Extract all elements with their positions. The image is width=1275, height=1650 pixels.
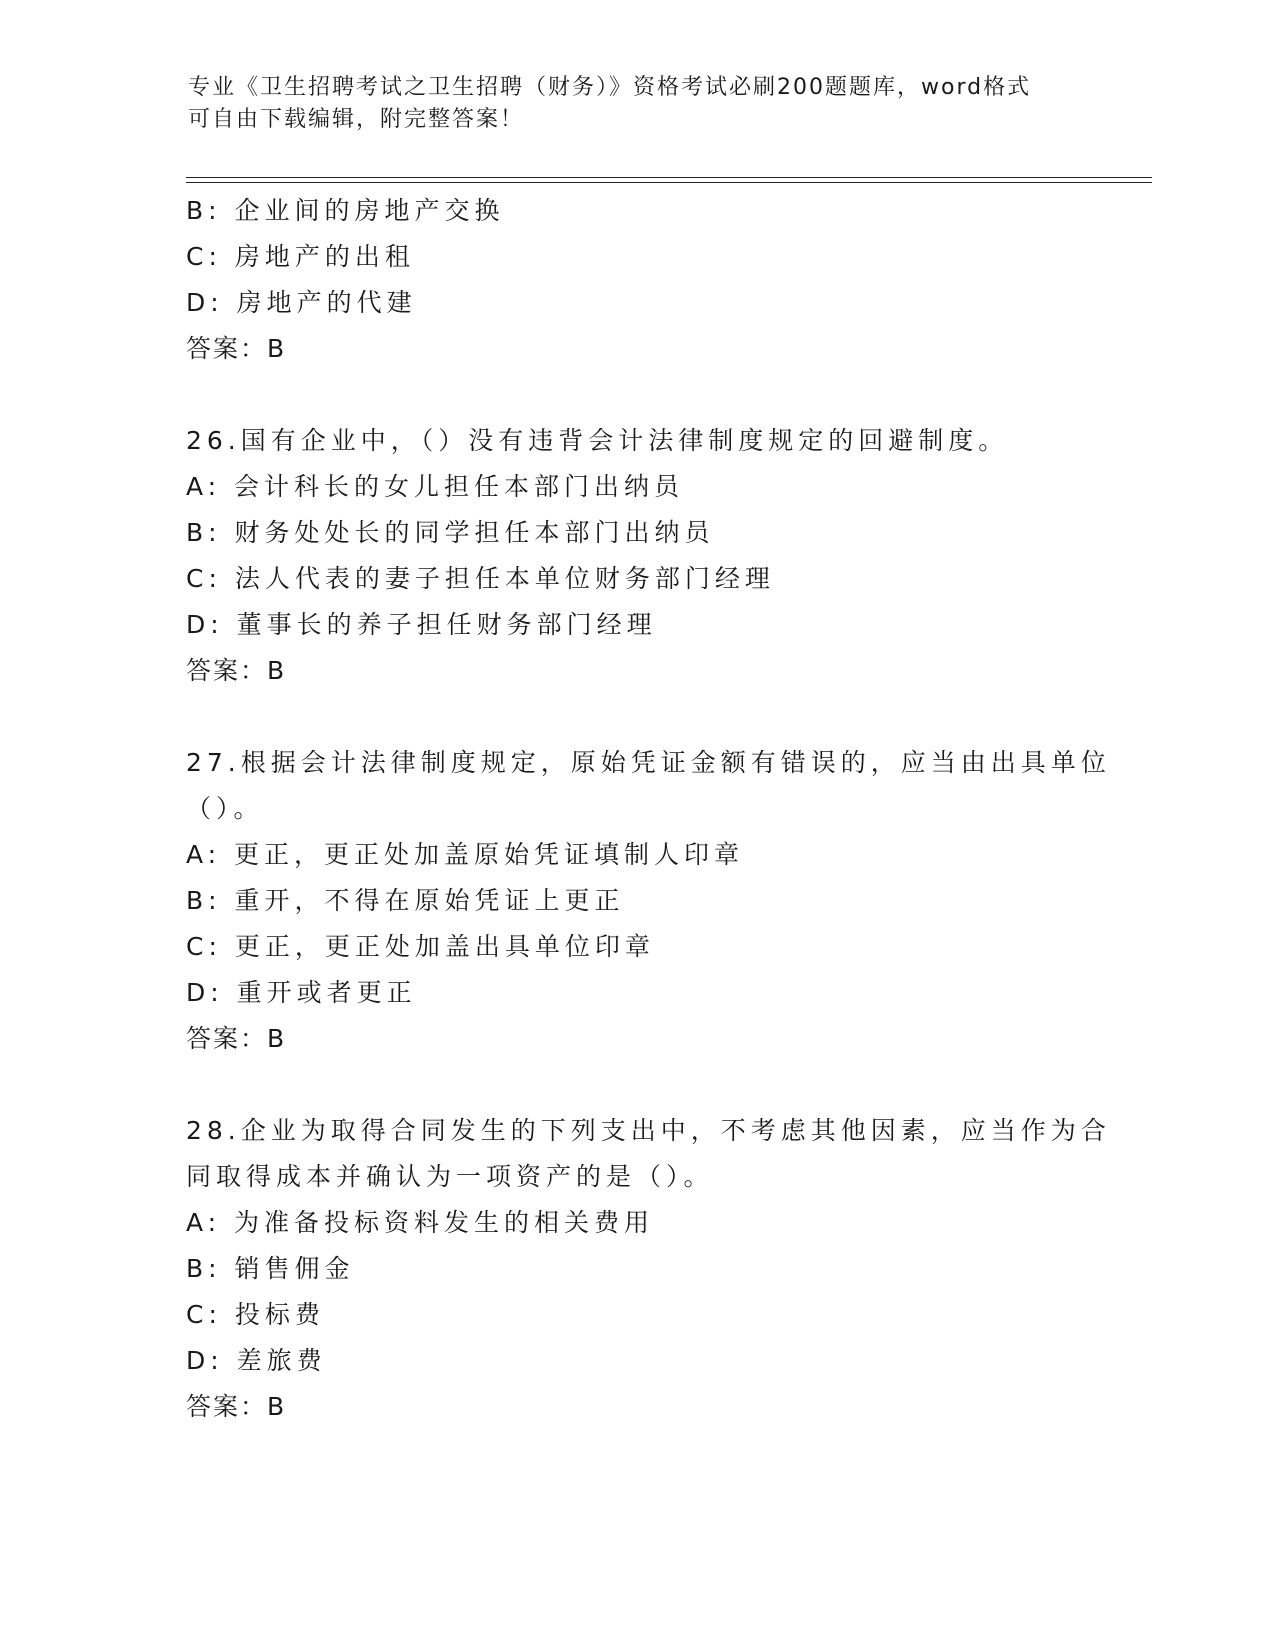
spacer: [186, 1062, 1086, 1108]
spacer: [186, 372, 1086, 418]
question-26-block: [186, 418, 1086, 694]
question-content: [186, 188, 1111, 1430]
option-b: B: 重开，不得在原始凭证上更正: [186, 886, 625, 915]
document-header: [188, 72, 1068, 136]
option-c: C: 更正，更正处加盖出具单位印章: [186, 932, 655, 961]
option-c: C: 法人代表的妻子担任本单位财务部门经理: [186, 564, 775, 593]
spacer: [186, 694, 1086, 740]
option-a: A: 更正，更正处加盖原始凭证填制人印章: [186, 840, 745, 869]
question-stem-line-1: 27.根据会计法律制度规定，原始凭证金额有错误的，应当由出具单位: [186, 748, 1111, 777]
header-title-line-2: 可自由下载编辑，附完整答案！: [188, 107, 525, 132]
option-b: B: 财务处处长的同学担任本部门出纳员: [186, 518, 715, 547]
prev-question-block: [186, 188, 1086, 372]
answer-line: 答案：B: [186, 1024, 287, 1053]
option-d: D: 差旅费: [186, 1346, 327, 1375]
option-b: B: 销售佣金: [186, 1254, 355, 1283]
option-a: A: 为准备投标资料发生的相关费用: [186, 1208, 655, 1237]
question-stem-line-2: （）。: [186, 794, 264, 823]
header-divider-top: [186, 177, 1152, 178]
option-c: C: 房地产的出租: [186, 242, 415, 271]
question-27-block: [186, 740, 1111, 1062]
header-title-line-1: 专业《卫生招聘考试之卫生招聘（财务）》资格考试必刷200题题库，word格式: [188, 75, 1032, 100]
question-28-block: [186, 1108, 1111, 1430]
answer-line: 答案：B: [186, 334, 287, 363]
option-a: A: 会计科长的女儿担任本部门出纳员: [186, 472, 685, 501]
question-stem: 26.国有企业中，（）没有违背会计法律制度规定的回避制度。: [186, 426, 1009, 455]
answer-line: 答案：B: [186, 1392, 287, 1421]
question-stem-line-1: 28.企业为取得合同发生的下列支出中，不考虑其他因素，应当作为合: [186, 1116, 1111, 1145]
option-d: D: 董事长的养子担任财务部门经理: [186, 610, 657, 639]
option-b: B: 企业间的房地产交换: [186, 196, 505, 225]
header-divider-bottom: [186, 182, 1152, 183]
option-d: D: 房地产的代建: [186, 288, 417, 317]
option-d: D: 重开或者更正: [186, 978, 417, 1007]
option-c: C: 投标费: [186, 1300, 325, 1329]
question-stem-line-2: 同取得成本并确认为一项资产的是（）。: [186, 1162, 714, 1191]
answer-line: 答案：B: [186, 656, 287, 685]
